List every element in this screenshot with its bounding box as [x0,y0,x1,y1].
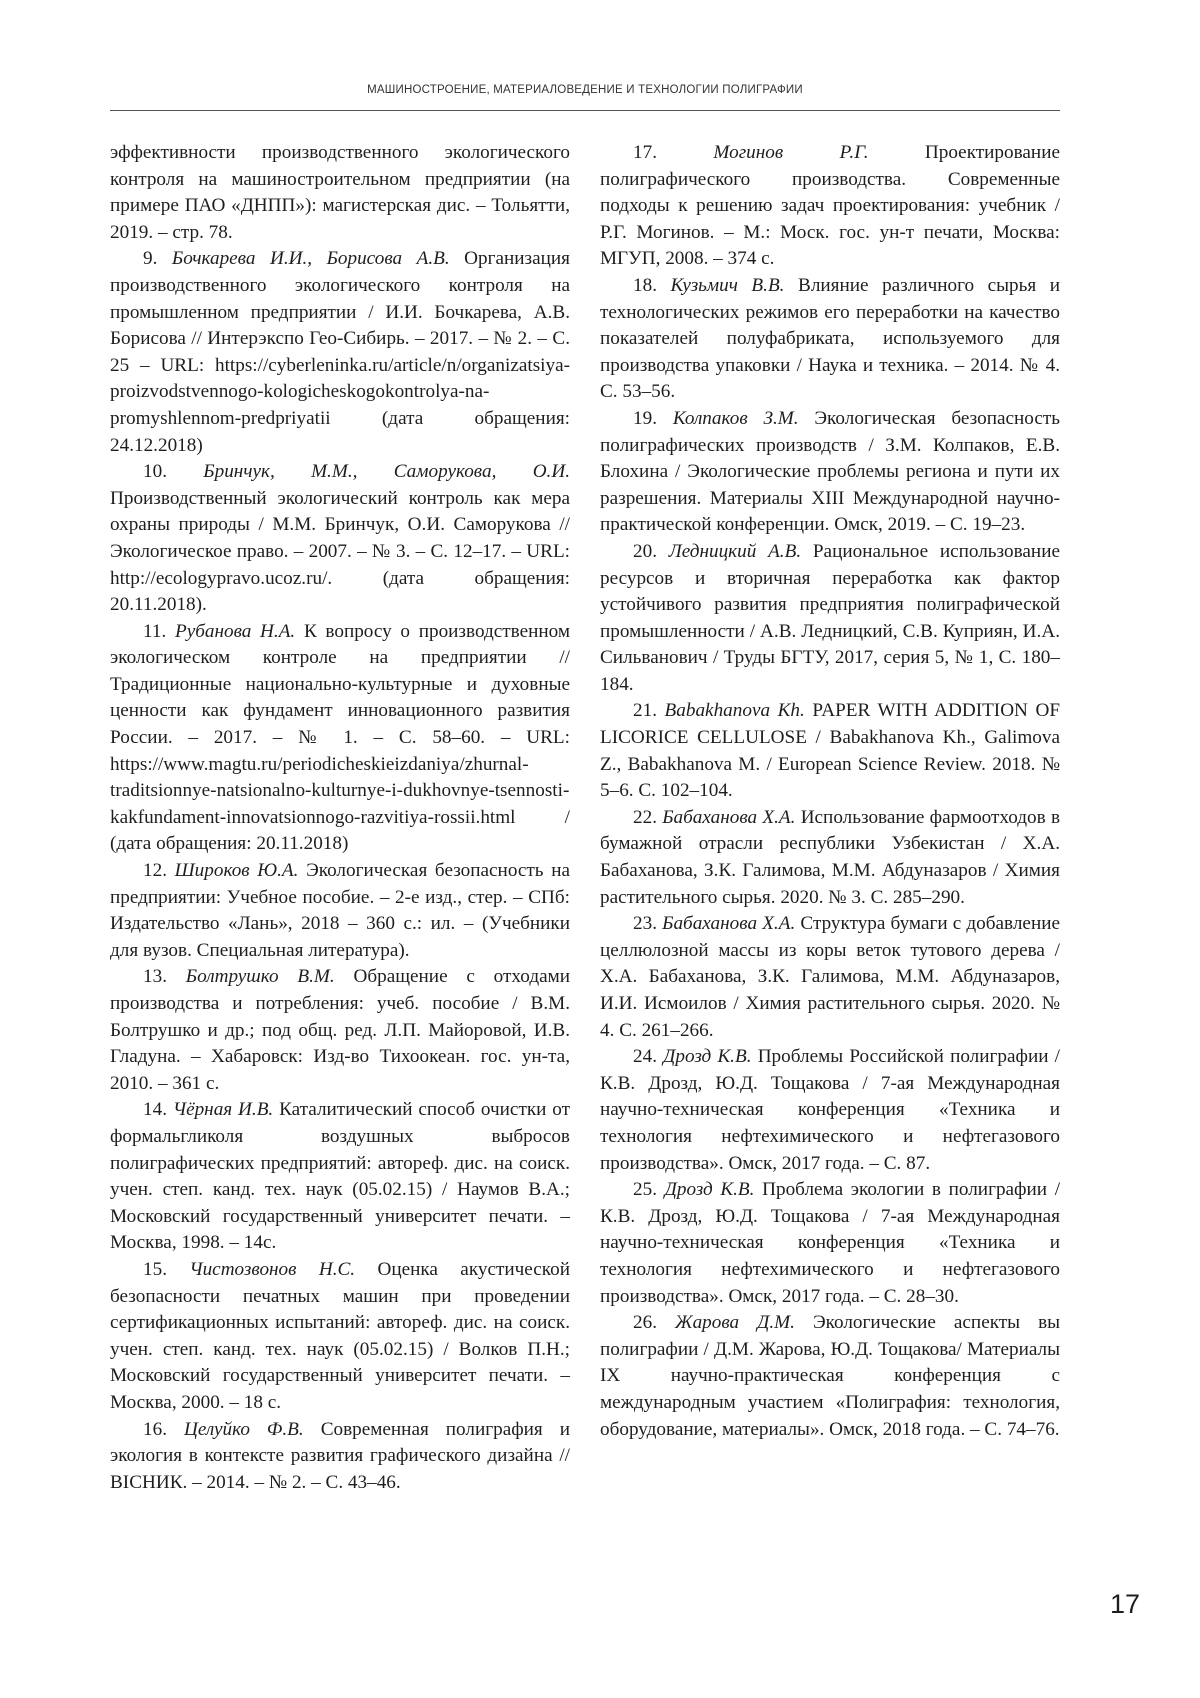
reference-item [110,1097,570,1257]
reference-author: Рубанова Н.А. [174,620,296,642]
reference-item [110,619,570,858]
reference-item [600,911,1060,1044]
reference-number: 15. [143,1258,167,1280]
reference-number: 25. [633,1179,657,1201]
reference-text: Организация производственного экологического контроля на промышленном предприятии / И.И. Бочкарева, А.В. Борисова // Интерэкспо Гео-Сибирь. – 2017. – № 2. – С. 25 – URL: https://cyberleninka.ru/article/n/organizatsiya-proizvodstvennogo-kologicheskogokontrolya-na-promyshlennom-predpriyatii (дата обращения: 24.12.2018) [110,248,571,456]
reference-author: Чёрная И.В. [172,1099,274,1121]
reference-item [600,698,1060,804]
reference-author: Бабаханова Х.А. [662,913,796,935]
reference-author: Широков Ю.А. [174,860,299,882]
reference-number: 19. [633,407,657,429]
reference-number: 17. [633,142,657,163]
reference-text: Проблемы Российской полиграфии / К.В. Дрозд, Ю.Д. Тощакова / 7-ая Международная научно-техническая конференция «Техника и технология нефтехимического и нефтегазового производства». Омск, 2017 года. – С. 87. [600,1046,1060,1174]
reference-text: Каталитический способ очистки от формальгликоля воздушных выбросов полиграфических предприятий: автореф. дис. на соиск. учен. степ. канд. тех. наук (05.02.15) / Наумов В.А.; Московский государственный университет печати. – Москва, 1998. – 14с. [110,1099,570,1254]
reference-text: Проблема экологии в полиграфии / К.В. Дрозд, Ю.Д. Тощакова / 7-ая Международная научно-техническая конференция «Техника и технология нефтехимического и нефтегазового производства». Омск, 2017 года. – С. 28–30. [600,1179,1061,1307]
running-title: МАШИНОСТРОЕНИЕ, МАТЕРИАЛОВЕДЕНИЕ И ТЕХНОЛОГИИ ПОЛИГРАФИИ [367,84,803,96]
reference-author: Дрозд К.В. [664,1179,755,1201]
reference-author: Ледницкий А.В. [668,540,802,562]
reference-number: 9. [143,248,158,270]
reference-author: Бочкарева И.И., Борисова А.В. [171,248,450,270]
reference-author: Могинов Р.Г. [713,142,869,163]
reference-text: Современная полиграфия и экология в контексте развития графического дизайна // ВIСНИК. – 2014. – № 2. – С. 43–46. [110,1418,571,1493]
reference-item [600,539,1060,699]
reference-number: 26. [633,1312,657,1334]
right-reference-list [600,140,1060,1443]
reference-item [110,964,570,1097]
reference-number: 22. [633,806,657,828]
reference-text: Влияние различного сырья и технологических режимов его переработки на качество показателей полуфабриката, используемого для производства упаковки / Наука и техника. – 2014. № 4. С. 53–56. [600,274,1060,403]
reference-text: PAPER WITH ADDITION OF LICORICE CELLULOSE / Babakhanova Kh., Galimova Z., Babakhanova M. / European Science Review. 2018. № 5–6. С. 102–104. [600,700,1060,802]
reference-author: Чистозвонов Н.С. [189,1258,356,1280]
reference-item [110,1417,570,1497]
reference-text: Экологические аспекты вы полиграфии / Д.М. Жарова, Ю.Д. Тощакова/ Материалы IX научно-практическая конференция с международным участием «Полиграфия: технология, оборудование, материалы». Омск, 2018 года. – С. 74–76. [600,1312,1061,1440]
reference-author: Дрозд К.В. [663,1046,752,1068]
reference-number: 12. [143,860,167,882]
reference-item [110,246,570,459]
page-number: 17 [1110,1589,1141,1619]
reference-item [600,805,1060,911]
reference-number: 10. [143,461,167,483]
right-column [600,140,1060,1443]
reference-number: 16. [143,1418,167,1440]
reference-author: Бабаханова Х.А. [662,806,796,828]
reference-text: Производственный экологический контроль как мера охраны природы / М.М. Бринчук, О.И. Саморукова // Экологическое право. – 2007. – № 3. – С. 12–17. – URL: http://ecologypravo.ucoz.ru/. (дата обращения: 20.11.2018). [110,487,570,616]
left-reference-list [110,246,570,1496]
reference-text: Экологическая безопасность на предприятии: Учебное пособие. – 2-е изд., стер. – СПб: Издательство «Лань», 2018 – 360 с.: ил. – (Учебники для вузов. Специальная литература). [110,860,570,961]
reference-text: Экологическая безопасность полиграфических производств / З.М. Колпаков, Е.В. Блохина / Экологические проблемы региона и пути их разрешения. Материалы XIII Международной научно-практической конференции. Омск, 2019. – С. 19–23. [600,407,1061,536]
reference-item [600,1177,1060,1310]
reference-author: Кузьмич В.В. [670,274,785,296]
left-column [110,140,570,1496]
reference-text: Рациональное использование ресурсов и вторичная переработка как фактор устойчивого развития предприятия полиграфической промышленности / А.В. Ледницкий, С.В. Куприян, И.А. Сильванович / Труды БГТУ, 2017, серия 5, № 1, С. 180–184. [600,540,1060,695]
reference-continuation: эффективности производственного экологического контроля на машиностроительном предприятии (на примере ПАО «ДНПП»): магистерская дис. – Тольятти, 2019. – стр. 78. [110,142,570,243]
reference-number: 13. [143,966,167,988]
header-rule [110,110,1060,111]
reference-item [110,1257,570,1417]
reference-item [600,1310,1060,1443]
reference-author: Колпаков З.М. [672,407,799,429]
reference-text: Обращение с отходами производства и потребления: учеб. пособие / В.М. Болтрушко и др.; под общ. ред. Л.П. Майоровой, И.В. Гладуна. – Хабаровск: Изд-во Тихоокеан. гос. ун-та, 2010. – 361 с. [110,966,571,1094]
reference-number: 21. [633,700,657,722]
reference-author: Babakhanova Kh. [664,700,805,722]
reference-number: 14. [143,1099,167,1121]
reference-text: Проектирование полиграфического производства. Современные подходы к решению задач проектирования: учебник / Р.Г. Могинов. – М.: Моск. гос. ун-т печати, Москва: МГУП, 2008. – 374 с. [600,142,1060,270]
reference-number: 18. [633,274,657,296]
reference-author: Жарова Д.М. [675,1312,795,1334]
reference-item [600,406,1060,539]
reference-text: Использование фармоотходов в бумажной отрасли республики Узбекистан / Х.А. Бабаханова, З.К. Галимова, М.М. Абдуназаров / Химия растительного сырья. 2020. № 3. С. 285–290. [600,806,1061,908]
reference-item [600,1044,1060,1177]
reference-number: 11. [143,620,167,642]
reference-number: 20. [633,540,657,562]
reference-item [600,140,1060,273]
reference-text: Оценка акустической безопасности печатных машин при проведении сертификационных испытаний: автореф. дис. на соиск. учен. степ. канд. тех. наук (05.02.15) / Волков П.Н.; Московский государственный университет печати. – Москва, 2000. – 18 с. [110,1258,571,1413]
reference-number: 24. [633,1046,657,1068]
reference-item [110,459,570,619]
reference-text: Структура бумаги с добавление целлюлозной массы из коры веток тутового дерева / Х.А. Бабаханова, З.К. Галимова, М.М. Абдуназаров, И.И. Исмоилов / Химия растительного сырья. 2020. № 4. С. 261–266. [600,913,1061,1041]
reference-author: Болтрушко В.М. [185,966,335,988]
reference-text: К вопросу о производственном экологическом контроле на предприятии // Традиционные национально-культурные и духовные ценности как фундамент инновационного развития России. – 2017. – № 1. – С. 58–60. – URL: https://www.magtu.ru/periodicheskieizdaniya/zhurnal-traditsionnye-natsionalno-kulturnye-i-dukhovnye-tsennosti-kakfundament-innovatsionnogo-razvitiya-rossii.html / (дата обращения: 20.11.2018) [110,620,571,855]
reference-number: 23. [633,913,657,935]
reference-author: Целуйко Ф.В. [183,1418,304,1440]
reference-author: Бринчук, М.М., Саморукова, О.И. [203,461,570,483]
reference-item [110,858,570,964]
reference-item [600,273,1060,406]
